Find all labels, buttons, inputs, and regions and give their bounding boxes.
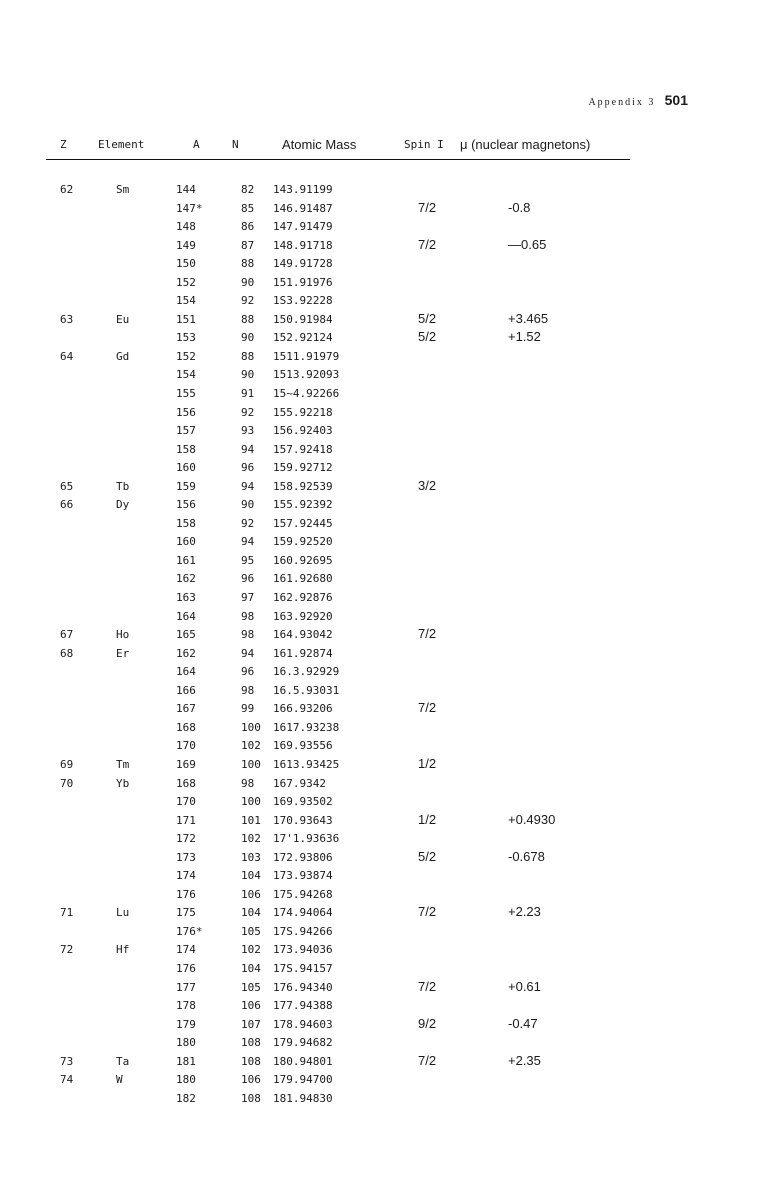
spin: 3/2 bbox=[418, 477, 437, 493]
mass-number: 144 bbox=[176, 183, 196, 196]
mass-number: 170 bbox=[176, 739, 196, 753]
mass-number: 178 bbox=[176, 999, 196, 1013]
atomic-mass: 1513.92093 bbox=[273, 368, 340, 382]
neutron-number: 85 bbox=[241, 201, 255, 215]
col-a: A bbox=[193, 138, 200, 151]
running-header bbox=[588, 92, 688, 109]
neutron-number: 96 bbox=[241, 461, 255, 475]
atomic-mass: 151.91976 bbox=[273, 275, 333, 289]
col-spin: Spin I bbox=[404, 138, 444, 151]
table-row bbox=[0, 218, 760, 237]
table-row bbox=[0, 904, 760, 923]
element-symbol: Tm bbox=[116, 757, 130, 771]
neutron-number: 101 bbox=[241, 813, 261, 827]
table-row bbox=[0, 682, 760, 701]
neutron-number: 98 bbox=[241, 609, 255, 623]
mass-number: 168 bbox=[176, 720, 196, 734]
neutron-number: 96 bbox=[241, 665, 255, 679]
neutron-number: 104 bbox=[241, 869, 261, 883]
neutron-number: 106 bbox=[241, 1073, 261, 1087]
mass-number: 164 bbox=[176, 665, 196, 679]
neutron-number: 107 bbox=[241, 1017, 261, 1031]
magnetic-moment: -0.47 bbox=[508, 1015, 538, 1031]
mass-number: 160 bbox=[176, 535, 196, 549]
atomic-mass: 170.93643 bbox=[273, 813, 333, 827]
table-row bbox=[0, 997, 760, 1016]
atomic-number: 62 bbox=[60, 183, 74, 196]
header-label: Appendix 3 bbox=[588, 97, 656, 108]
element-symbol: Gd bbox=[116, 349, 130, 363]
spin: 9/2 bbox=[418, 1015, 437, 1031]
spin: 1/2 bbox=[418, 811, 437, 827]
table-row bbox=[0, 181, 760, 200]
mass-number: 180 bbox=[176, 1036, 196, 1050]
atomic-mass: 159.92712 bbox=[273, 461, 333, 475]
neutron-number: 98 bbox=[241, 683, 255, 697]
atomic-mass: 173.94036 bbox=[273, 943, 333, 957]
atomic-mass: 162.92876 bbox=[273, 591, 333, 605]
atomic-mass: 1511.91979 bbox=[273, 349, 340, 363]
atomic-mass: 176.94340 bbox=[273, 980, 333, 994]
table-row bbox=[0, 1090, 760, 1109]
table-row bbox=[0, 626, 760, 645]
table-row bbox=[0, 329, 760, 348]
atomic-mass: 147.91479 bbox=[273, 220, 333, 234]
mass-number: 180 bbox=[176, 1073, 196, 1087]
atomic-number: 69 bbox=[60, 757, 74, 771]
atomic-mass: 15~4.92266 bbox=[273, 387, 340, 401]
atomic-number: 67 bbox=[60, 628, 74, 642]
atomic-mass: 179.94682 bbox=[273, 1036, 333, 1050]
neutron-number: 94 bbox=[241, 479, 255, 493]
neutron-number: 105 bbox=[241, 980, 261, 994]
neutron-number: 98 bbox=[241, 776, 255, 790]
atomic-number: 65 bbox=[60, 479, 74, 493]
mass-number: 155 bbox=[176, 387, 196, 401]
table-row bbox=[0, 385, 760, 404]
atomic-mass: 166.93206 bbox=[273, 702, 333, 716]
neutron-number: 108 bbox=[241, 1091, 261, 1105]
neutron-number: 104 bbox=[241, 906, 261, 920]
table-row bbox=[0, 515, 760, 534]
spin: 7/2 bbox=[418, 904, 437, 920]
mass-number: 168 bbox=[176, 776, 196, 790]
mass-number: 162 bbox=[176, 646, 196, 660]
neutron-number: 94 bbox=[241, 535, 255, 549]
mass-number: 175 bbox=[176, 906, 196, 920]
table-row bbox=[0, 422, 760, 441]
atomic-mass: 177.94388 bbox=[273, 999, 333, 1013]
atomic-number: 68 bbox=[60, 646, 74, 660]
table-row bbox=[0, 255, 760, 274]
mass-number: 181 bbox=[176, 1054, 196, 1068]
neutron-number: 104 bbox=[241, 961, 261, 975]
atomic-number: 74 bbox=[60, 1073, 74, 1087]
spin: 5/2 bbox=[418, 310, 437, 326]
mass-number: 176 bbox=[176, 887, 196, 901]
atomic-mass: 174.94064 bbox=[273, 906, 333, 920]
mass-number: 159 bbox=[176, 479, 196, 493]
atomic-number: 71 bbox=[60, 906, 74, 920]
mass-number: 172 bbox=[176, 832, 196, 846]
neutron-number: 92 bbox=[241, 405, 255, 419]
mass-number: 150 bbox=[176, 257, 196, 271]
neutron-number: 91 bbox=[241, 387, 255, 401]
atomic-mass: 17S.94157 bbox=[273, 961, 333, 975]
mass-number: 152 bbox=[176, 275, 196, 289]
neutron-number: 108 bbox=[241, 1054, 261, 1068]
mass-number: 164 bbox=[176, 609, 196, 623]
atomic-mass: 17S.94266 bbox=[273, 924, 333, 938]
isotope-table bbox=[0, 181, 760, 1108]
mass-number: 162 bbox=[176, 572, 196, 586]
neutron-number: 99 bbox=[241, 702, 255, 716]
table-row bbox=[0, 1034, 760, 1053]
atomic-mass: 173.93874 bbox=[273, 869, 333, 883]
atomic-mass: 156.92403 bbox=[273, 424, 333, 438]
mass-number: 176 bbox=[176, 961, 196, 975]
element-symbol: Sm bbox=[116, 183, 130, 196]
neutron-number: 106 bbox=[241, 999, 261, 1013]
mass-number: 179 bbox=[176, 1017, 196, 1031]
atomic-number: 73 bbox=[60, 1054, 74, 1068]
spin: 5/2 bbox=[418, 329, 437, 345]
table-row bbox=[0, 700, 760, 719]
atomic-mass: 146.91487 bbox=[273, 201, 333, 215]
atomic-mass: 175.94268 bbox=[273, 887, 333, 901]
table-row bbox=[0, 404, 760, 423]
table-row bbox=[0, 348, 760, 367]
col-n: N bbox=[232, 138, 239, 151]
table-row bbox=[0, 570, 760, 589]
atomic-number: 70 bbox=[60, 776, 74, 790]
table-row bbox=[0, 719, 760, 738]
element-symbol: W bbox=[116, 1073, 123, 1087]
atomic-mass: 160.92695 bbox=[273, 553, 333, 567]
magnetic-moment: +3.465 bbox=[508, 310, 549, 326]
table-row bbox=[0, 923, 760, 942]
neutron-number: 87 bbox=[241, 238, 255, 252]
spin: 1/2 bbox=[418, 755, 437, 771]
mass-number: 156 bbox=[176, 405, 196, 419]
element-symbol: Hf bbox=[116, 943, 130, 957]
atomic-mass: 149.91728 bbox=[273, 257, 333, 271]
mass-number: 160 bbox=[176, 461, 196, 475]
mass-number: 170 bbox=[176, 795, 196, 809]
mass-number: 157 bbox=[176, 424, 196, 438]
table-row bbox=[0, 793, 760, 812]
magnetic-moment: -0.678 bbox=[508, 848, 545, 864]
atomic-mass: 17'1.93636 bbox=[273, 832, 340, 846]
atomic-mass: 169.93502 bbox=[273, 795, 333, 809]
mass-number: 177 bbox=[176, 980, 196, 994]
neutron-number: 98 bbox=[241, 628, 255, 642]
mass-number: 151 bbox=[176, 312, 196, 326]
neutron-number: 100 bbox=[241, 757, 261, 771]
element-symbol: Ta bbox=[116, 1054, 130, 1068]
neutron-number: 88 bbox=[241, 349, 255, 363]
element-symbol: Eu bbox=[116, 312, 130, 326]
table-row bbox=[0, 200, 760, 219]
magnetic-moment: +2.23 bbox=[508, 904, 541, 920]
table-row bbox=[0, 645, 760, 664]
mass-number: 152 bbox=[176, 349, 196, 363]
element-symbol: Ho bbox=[116, 628, 130, 642]
neutron-number: 102 bbox=[241, 739, 261, 753]
atomic-mass: 178.94603 bbox=[273, 1017, 333, 1031]
table-row bbox=[0, 366, 760, 385]
mass-number: 154 bbox=[176, 294, 196, 308]
atomic-number: 63 bbox=[60, 312, 74, 326]
atomic-mass: 180.94801 bbox=[273, 1054, 333, 1068]
mass-number: 158 bbox=[176, 516, 196, 530]
mass-number: 153 bbox=[176, 331, 196, 345]
col-element: Element bbox=[98, 138, 145, 151]
mass-number: 148 bbox=[176, 220, 196, 234]
table-row bbox=[0, 775, 760, 794]
atomic-mass: 143.91199 bbox=[273, 183, 333, 196]
neutron-number: 102 bbox=[241, 832, 261, 846]
neutron-number: 93 bbox=[241, 424, 255, 438]
mass-number: 173 bbox=[176, 850, 196, 864]
mass-number: 163 bbox=[176, 591, 196, 605]
neutron-number: 86 bbox=[241, 220, 255, 234]
neutron-number: 106 bbox=[241, 887, 261, 901]
mass-number: 149 bbox=[176, 238, 196, 252]
col-z: Z bbox=[60, 138, 67, 151]
magnetic-moment: —0.65 bbox=[508, 236, 547, 252]
table-row bbox=[0, 960, 760, 979]
mass-number: 169 bbox=[176, 757, 196, 771]
table-row bbox=[0, 1071, 760, 1090]
neutron-number: 90 bbox=[241, 275, 255, 289]
element-symbol: Tb bbox=[116, 479, 130, 493]
magnetic-moment: +1.52 bbox=[508, 329, 541, 345]
magnetic-moment: +0.4930 bbox=[508, 811, 556, 827]
table-row bbox=[0, 812, 760, 831]
neutron-number: 92 bbox=[241, 294, 255, 308]
table-row bbox=[0, 1053, 760, 1072]
table-row bbox=[0, 830, 760, 849]
atomic-mass: 152.92124 bbox=[273, 331, 333, 345]
atomic-mass: 167.9342 bbox=[273, 776, 326, 790]
mass-number: 171 bbox=[176, 813, 196, 827]
spin: 7/2 bbox=[418, 236, 437, 252]
table-row bbox=[0, 608, 760, 627]
neutron-number: 103 bbox=[241, 850, 261, 864]
mass-number: 161 bbox=[176, 553, 196, 567]
element-symbol: Yb bbox=[116, 776, 130, 790]
page-number: 501 bbox=[664, 92, 688, 108]
neutron-number: 90 bbox=[241, 368, 255, 382]
table-row bbox=[0, 1016, 760, 1035]
header-rule bbox=[46, 159, 630, 160]
atomic-mass: 169.93556 bbox=[273, 739, 333, 753]
spin: 7/2 bbox=[418, 626, 437, 642]
atomic-mass: 155.92392 bbox=[273, 498, 333, 512]
atomic-mass: 16.5.93031 bbox=[273, 683, 340, 697]
atomic-mass: 1613.93425 bbox=[273, 757, 340, 771]
neutron-number: 100 bbox=[241, 720, 261, 734]
neutron-number: 100 bbox=[241, 795, 261, 809]
neutron-number: 102 bbox=[241, 943, 261, 957]
neutron-number: 94 bbox=[241, 442, 255, 456]
table-row bbox=[0, 552, 760, 571]
mass-number: 158 bbox=[176, 442, 196, 456]
spin: 7/2 bbox=[418, 199, 437, 215]
table-row bbox=[0, 886, 760, 905]
table-row bbox=[0, 663, 760, 682]
neutron-number: 94 bbox=[241, 646, 255, 660]
neutron-number: 105 bbox=[241, 924, 261, 938]
column-headers bbox=[0, 138, 760, 154]
atomic-mass: 157.92445 bbox=[273, 516, 333, 530]
mass-number: 156 bbox=[176, 498, 196, 512]
atomic-mass: 159.92520 bbox=[273, 535, 333, 549]
atomic-mass: 163.92920 bbox=[273, 609, 333, 623]
atomic-mass: 172.93806 bbox=[273, 850, 333, 864]
table-row bbox=[0, 274, 760, 293]
atomic-mass: 164.93042 bbox=[273, 628, 333, 642]
atomic-mass: 1S3.92228 bbox=[273, 294, 333, 308]
atomic-mass: 155.92218 bbox=[273, 405, 333, 419]
mass-number: 182 bbox=[176, 1091, 196, 1105]
table-row bbox=[0, 237, 760, 256]
atomic-mass: 157.92418 bbox=[273, 442, 333, 456]
neutron-number: 95 bbox=[241, 553, 255, 567]
neutron-number: 90 bbox=[241, 498, 255, 512]
mass-number: 165 bbox=[176, 628, 196, 642]
element-symbol: Dy bbox=[116, 498, 130, 512]
neutron-number: 96 bbox=[241, 572, 255, 586]
mass-number: 176* bbox=[176, 924, 203, 938]
table-row bbox=[0, 496, 760, 515]
table-row bbox=[0, 756, 760, 775]
atomic-mass: 181.94830 bbox=[273, 1091, 333, 1105]
mass-number: 174 bbox=[176, 943, 196, 957]
neutron-number: 108 bbox=[241, 1036, 261, 1050]
magnetic-moment: +0.61 bbox=[508, 978, 541, 994]
atomic-number: 66 bbox=[60, 498, 74, 512]
table-row bbox=[0, 979, 760, 998]
mass-number: 167 bbox=[176, 702, 196, 716]
table-row bbox=[0, 292, 760, 311]
atomic-mass: 179.94700 bbox=[273, 1073, 333, 1087]
col-mass: Atomic Mass bbox=[282, 137, 357, 152]
neutron-number: 82 bbox=[241, 183, 255, 196]
atomic-mass: 1617.93238 bbox=[273, 720, 340, 734]
atomic-mass: 150.91984 bbox=[273, 312, 333, 326]
table-row bbox=[0, 849, 760, 868]
atomic-mass: 16.3.92929 bbox=[273, 665, 340, 679]
magnetic-moment: -0.8 bbox=[508, 199, 531, 215]
table-row bbox=[0, 941, 760, 960]
mass-number: 154 bbox=[176, 368, 196, 382]
element-symbol: Er bbox=[116, 646, 130, 660]
mass-number: 147* bbox=[176, 201, 203, 215]
table-row bbox=[0, 311, 760, 330]
neutron-number: 88 bbox=[241, 257, 255, 271]
mass-number: 166 bbox=[176, 683, 196, 697]
table-row bbox=[0, 459, 760, 478]
atomic-mass: 161.92874 bbox=[273, 646, 333, 660]
atomic-number: 72 bbox=[60, 943, 74, 957]
atomic-number: 64 bbox=[60, 349, 74, 363]
mass-number: 174 bbox=[176, 869, 196, 883]
table-row bbox=[0, 441, 760, 460]
table-row bbox=[0, 478, 760, 497]
magnetic-moment: +2.35 bbox=[508, 1052, 541, 1068]
table-row bbox=[0, 737, 760, 756]
spin: 7/2 bbox=[418, 700, 437, 716]
spin: 7/2 bbox=[418, 1052, 437, 1068]
neutron-number: 90 bbox=[241, 331, 255, 345]
neutron-number: 92 bbox=[241, 516, 255, 530]
atomic-mass: 158.92539 bbox=[273, 479, 333, 493]
atomic-mass: 148.91718 bbox=[273, 238, 333, 252]
spin: 7/2 bbox=[418, 978, 437, 994]
spin: 5/2 bbox=[418, 848, 437, 864]
neutron-number: 97 bbox=[241, 591, 255, 605]
neutron-number: 88 bbox=[241, 312, 255, 326]
col-mu: μ (nuclear magnetons) bbox=[460, 137, 591, 152]
element-symbol: Lu bbox=[116, 906, 130, 920]
table-row bbox=[0, 533, 760, 552]
atomic-mass: 161.92680 bbox=[273, 572, 333, 586]
table-row bbox=[0, 589, 760, 608]
table-row bbox=[0, 867, 760, 886]
